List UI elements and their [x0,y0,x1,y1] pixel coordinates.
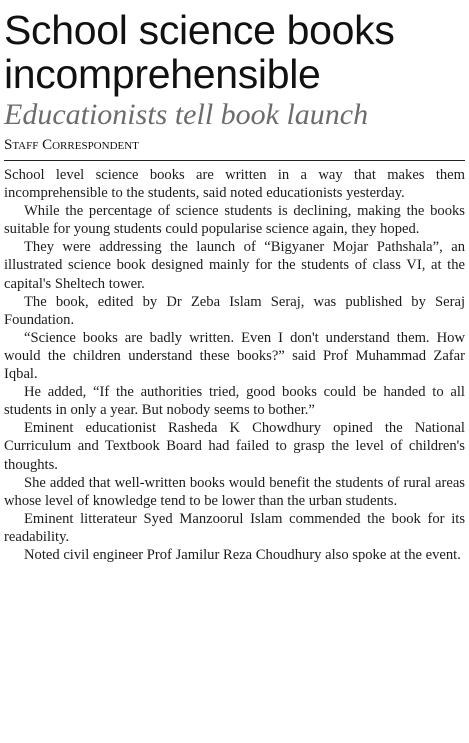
headline [4,8,465,96]
paragraph-9: Eminent litterateur Syed Manzoorul Islam commended the book for its readability. [4,510,465,545]
paragraph-7: Eminent educationist Rasheda K Chowdhury opined the National Curriculum and Textbook Board had failed to grasp the level of children's thoughts. [4,420,465,473]
paragraph-3: They were addressing the launch of “Bigyaner Mojar Pathshala”, an illustrated science book designed mainly for the students of class VI, at the capital's Sheltech tower. [4,239,465,292]
paragraph-1: School level science books are written in a way that makes them incomprehensible to the students, said noted educationists yesterday. [4,167,465,202]
paragraph-10: Noted civil engineer Prof Jamilur Reza Choudhury also spoke at the event. [24,546,461,563]
subheadline: Educationists tell book launch [4,98,369,131]
headline-line-2: incomprehensible [4,51,321,97]
news-article [4,0,465,564]
paragraph-5: “Science books are badly written. Even I don't understand them. How would the children understand these books?” said Prof Muhammad Zafar Iqbal. [4,329,465,383]
paragraph-2: While the percentage of science students is declining, making the books suitable for young students could popularise science again, they hoped. [4,203,465,238]
paragraph-8: She added that well-written books would benefit the students of rural areas whose level of knowledge tend to be lower than the urban students. [4,474,465,509]
byline-divider [4,160,465,161]
headline-line-1: School science books [4,7,395,53]
paragraph-4: The book, edited by Dr Zeba Islam Seraj, was published by Seraj Foundation. [4,293,465,328]
paragraph-6: He added, “If the authorities tried, good books could be handed to all students in only a year. But nobody seems to bother.” [4,384,465,419]
article-body [4,166,465,564]
byline: Staff Correspondent [4,137,139,153]
